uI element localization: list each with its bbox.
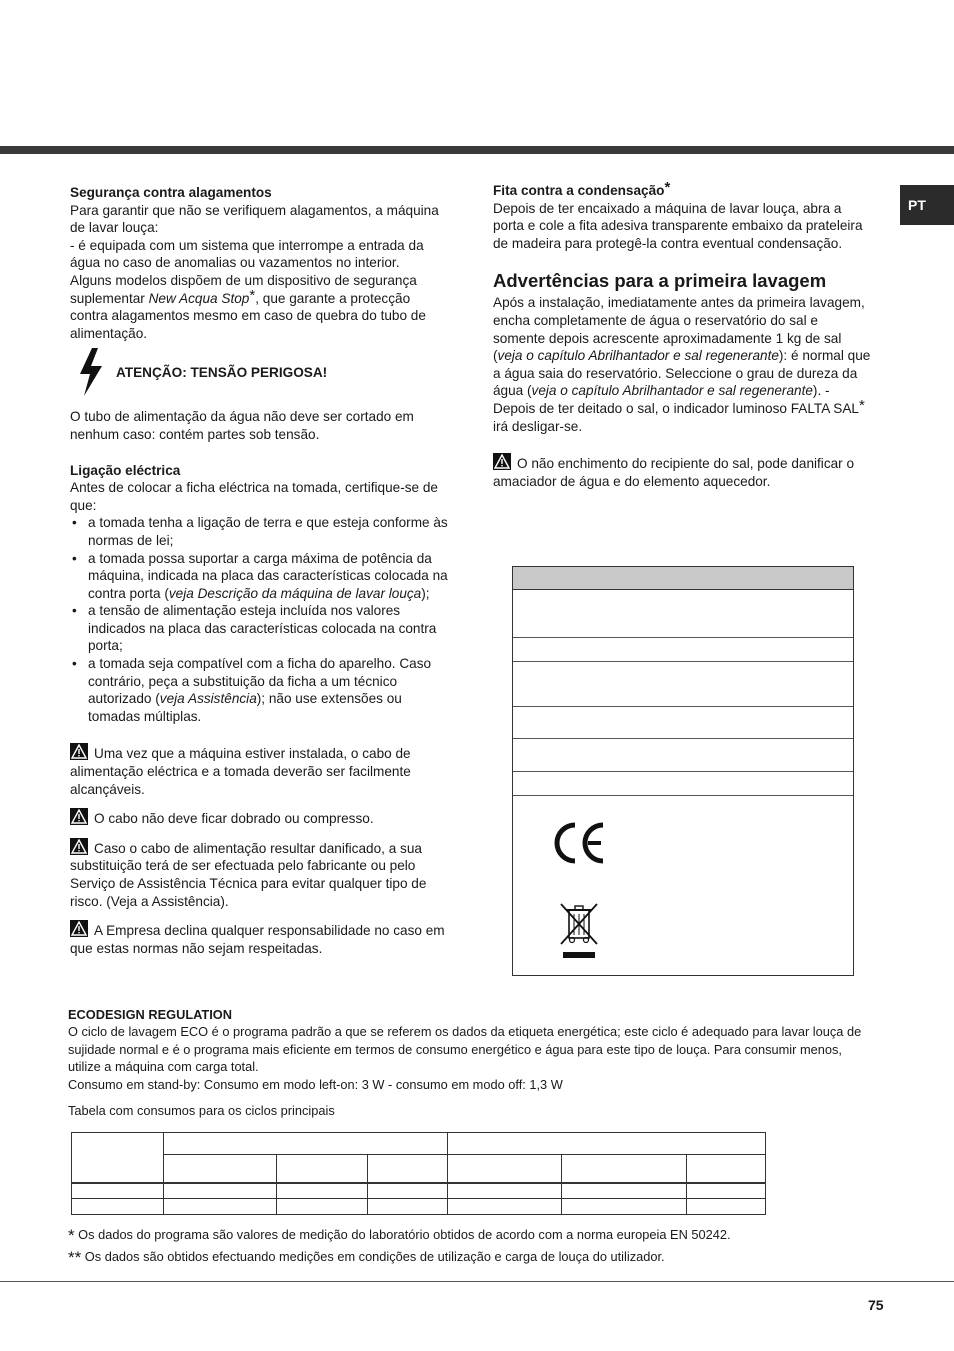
danger-voltage-row	[70, 346, 450, 398]
danger-label: ATENÇÃO: TENSÃO PERIGOSA!	[116, 364, 328, 380]
technical-data-table	[512, 566, 854, 976]
weee-crossed-bin-icon	[557, 902, 601, 962]
paragraph: - é equipada com um sistema que interrompe a entrada da água no caso de anomalias ou vazamentos no interior.	[70, 237, 424, 271]
warning-icon	[70, 838, 88, 855]
warning-paragraph: O cabo não deve ficar dobrado ou compresso.	[70, 808, 450, 828]
italic-ref: New Acqua Stop	[148, 290, 250, 306]
lightning-bolt-icon	[70, 346, 110, 398]
footnote-2: ** Os dados são obtidos efectuando medições em condições de utilização e carga de louça do utilizador.	[68, 1248, 665, 1267]
section-title-flooding: Segurança contra alagamentos	[70, 185, 272, 200]
warning-paragraph: O não enchimento do recipiente do sal, pode danificar o amaciador de água e do elemento aquecedor.	[493, 453, 873, 490]
danger-text: O tubo de alimentação da água não deve ser cortado em nenhum caso: contém partes sob tensão.	[70, 409, 414, 442]
ecodesign-text	[68, 1023, 878, 1093]
consumption-table	[71, 1132, 766, 1215]
paragraph: Após a instalação, imediatamente antes da primeira lavagem, encha completamente de água o reservatório do sal e somente depois acrescente aproximadamente 1 kg de sal (veja o capítulo Abrilhantador e sal regenerante): é normal que a água saia do reservatório. Seleccione o grau de dureza da água (veja o capítulo Abrilhantador e sal regenerante). - Depois de ter deitado o sal, o indicador luminoso FALTA SAL* irá desligar-se.	[493, 295, 871, 434]
warning-icon	[70, 920, 88, 937]
warning-icon	[70, 808, 88, 825]
warning-paragraph: Uma vez que a máquina estiver instalada, o cabo de alimentação eléctrica e a tomada deverão ser facilmente alcançáveis.	[70, 743, 450, 798]
table-divider	[513, 637, 853, 638]
footer-rule	[0, 1281, 954, 1282]
list-item: • a tomada possa suportar a carga máxima de potência da máquina, indicada na placa das características colocada na contra porta (veja Descrição da máquina de lavar louça);	[70, 550, 450, 603]
section-heading-first-wash: Advertências para a primeira lavagem	[493, 270, 827, 292]
list-item: • a tomada tenha a ligação de terra e que esteja conforme às normas de lei;	[70, 514, 450, 549]
warning-icon	[493, 453, 511, 470]
paragraph: O ciclo de lavagem ECO é o programa padrão a que se referem os dados da etiqueta energética; este ciclo é adequado para lavar louça de sujidade normal e é o programa mais eficiente em termos de consumo energético e água para este tipo de louça. Para consumir menos, utilize a máquina com carga total.	[68, 1024, 862, 1074]
paragraph: Alguns modelos dispõem de um dispositivo de segurança suplementar New Acqua Stop*, que garante a protecção contra alagamentos mesmo em caso de quebra do tubo de alimentação.	[70, 272, 426, 341]
table-divider	[513, 771, 853, 772]
footnote-1: * Os dados do programa são valores de medição do laboratório obtidos de acordo com a norma europeia EN 50242.	[68, 1226, 731, 1245]
list-item: • a tensão de alimentação esteja incluída nos valores indicados na placa das características colocada na contra porta;	[70, 602, 450, 655]
section-title-electrical: Ligação eléctrica	[70, 462, 181, 478]
table-divider	[513, 661, 853, 662]
consumption-table-caption: Tabela com consumos para os ciclos principais	[68, 1103, 335, 1118]
table-divider	[513, 706, 853, 707]
right-column	[493, 179, 873, 490]
table-header	[512, 566, 854, 590]
paragraph: Antes de colocar a ficha eléctrica na tomada, certifique-se de que:	[70, 480, 438, 513]
page-number: 75	[868, 1297, 884, 1313]
requirements-list	[70, 514, 450, 725]
footnote-star: *	[249, 286, 256, 304]
paragraph: Consumo em stand-by: Consumo em modo left-on: 3 W - consumo em modo off: 1,3 W	[68, 1076, 563, 1092]
warning-paragraph: Caso o cabo de alimentação resultar danificado, a sua substituição terá de ser efectuada pelo fabricante ou pelo Serviço de Assistência Técnica para evitar qualquer tipo de risco. (Veja a Assistência).	[70, 838, 450, 910]
table-divider	[513, 738, 853, 739]
ce-mark-icon	[551, 821, 607, 865]
paragraph: Depois de ter encaixado a máquina de lavar louça, abra a porta e cole a fita adesiva transparente embaixo da prateleira de madeira para protegê-la contra eventual condensação.	[493, 200, 863, 251]
header-bar	[0, 146, 954, 154]
list-item: • a tomada seja compatível com a ficha do aparelho. Caso contrário, peça a substituição da ficha a um técnico autorizado (veja Assistência); não use extensões ou tomadas múltiplas.	[70, 655, 450, 725]
ecodesign-title: ECODESIGN REGULATION	[68, 1007, 232, 1022]
table-divider	[513, 795, 853, 796]
left-column	[70, 184, 450, 957]
paragraph: Para garantir que não se verifiquem alagamentos, a máquina de lavar louça:	[70, 202, 439, 236]
section-title-condensation: Fita contra a condensação*	[493, 179, 671, 198]
warning-paragraph: A Empresa declina qualquer responsabilidade no caso em que estas normas não sejam respeitadas.	[70, 920, 450, 957]
footnote-star: *	[664, 179, 671, 196]
warning-icon	[70, 743, 88, 760]
language-tab: PT	[900, 185, 954, 225]
